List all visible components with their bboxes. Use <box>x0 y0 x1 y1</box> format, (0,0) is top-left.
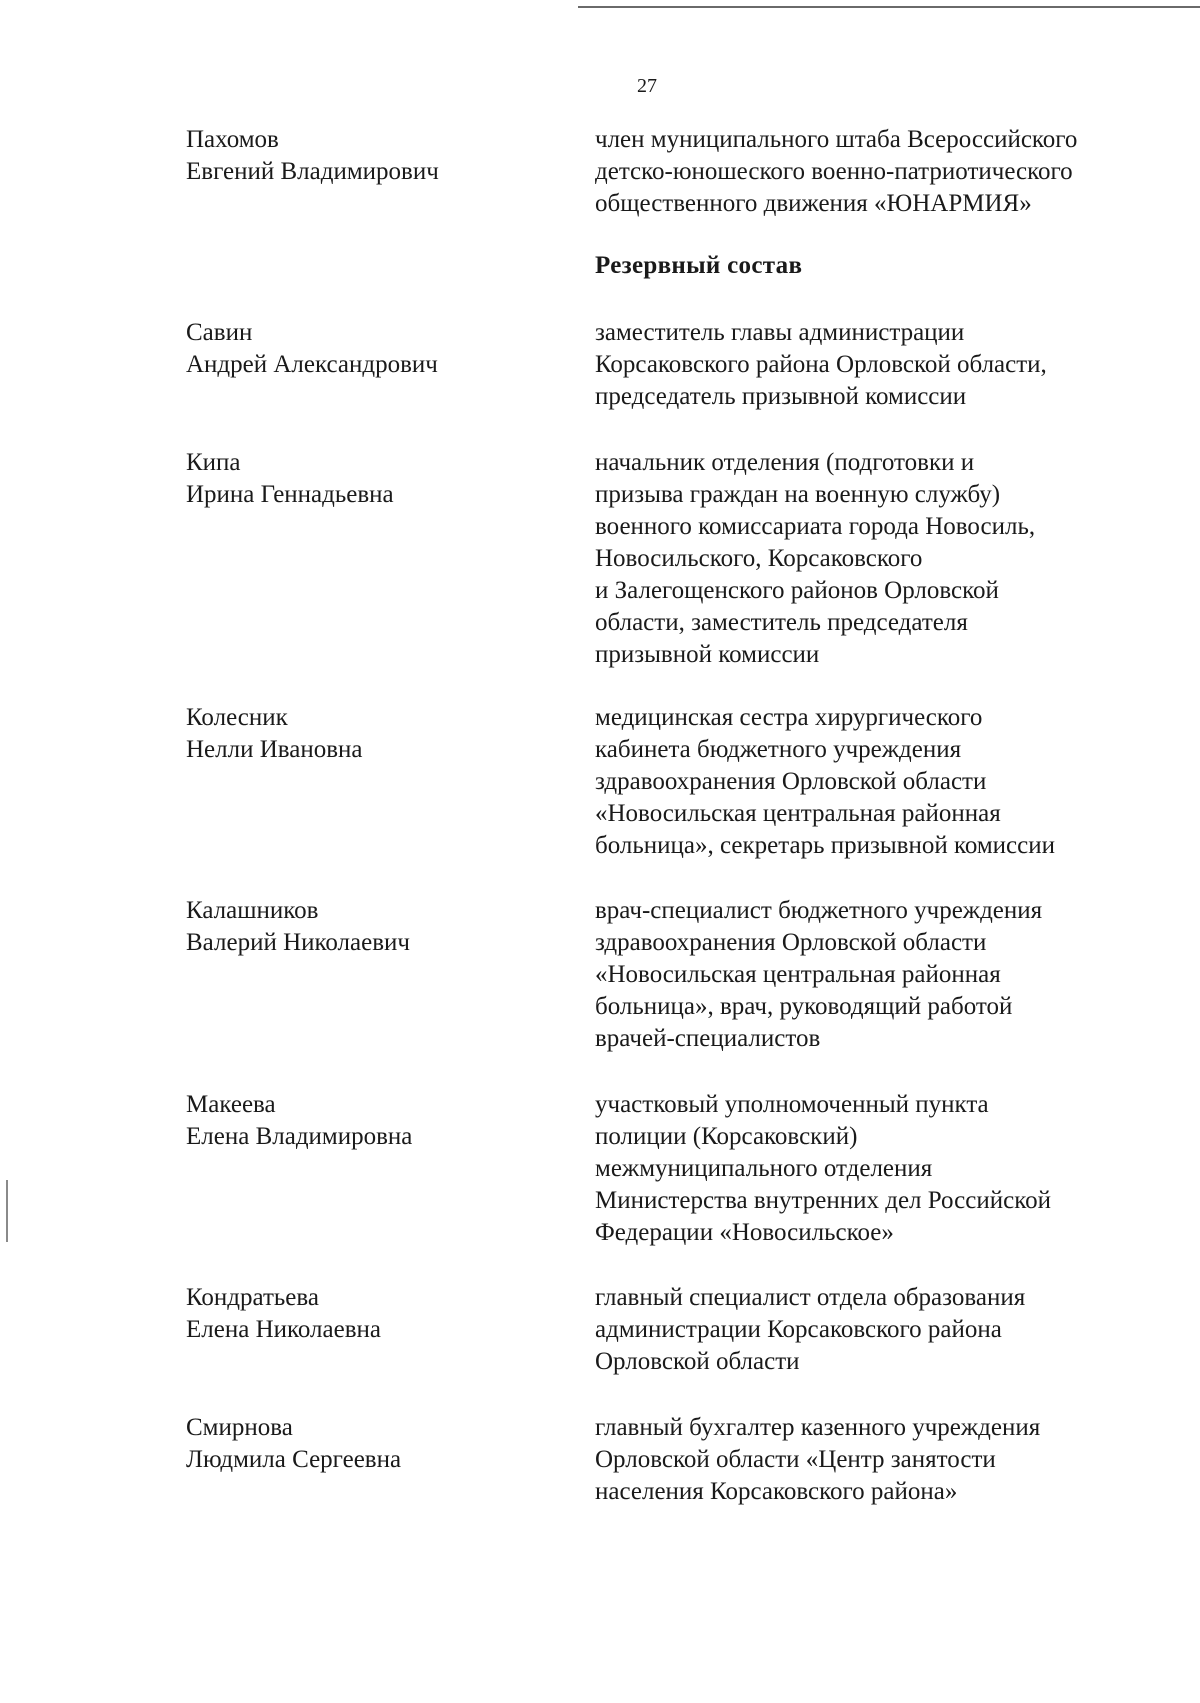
position-line: больница», секретарь призывной комиссии <box>595 832 1056 859</box>
member-surname: Колесник <box>186 704 288 731</box>
position-line: населения Корсаковского района» <box>595 1478 958 1505</box>
member-given-names: Евгений Владимирович <box>186 158 439 185</box>
position-line: Министерства внутренних дел Российской <box>595 1187 1051 1214</box>
reserve-section-heading: Резервный состав <box>595 252 803 279</box>
member-given-names: Ирина Геннадьевна <box>186 481 394 508</box>
member-given-names: Людмила Сергеевна <box>186 1446 402 1473</box>
member-position <box>595 702 1165 862</box>
position-line: председатель призывной комиссии <box>595 383 967 410</box>
member-given-names: Валерий Николаевич <box>186 929 410 956</box>
position-line: области, заместитель председателя <box>595 609 968 636</box>
page-number: 27 <box>637 75 657 97</box>
member-surname: Макеева <box>186 1091 276 1118</box>
member-position <box>595 1412 1165 1508</box>
position-line: общественного движения «ЮНАРМИЯ» <box>595 190 1032 217</box>
position-line: межмуниципального отделения <box>595 1155 933 1182</box>
position-line: призывной комиссии <box>595 641 820 668</box>
position-line: и Залегощенского районов Орловской <box>595 577 999 604</box>
position-line: администрации Корсаковского района <box>595 1316 1002 1343</box>
member-position <box>595 895 1165 1055</box>
position-line: «Новосильская центральная районная <box>595 961 1001 988</box>
position-line: здравоохранения Орловской области <box>595 929 987 956</box>
scan-edge-mark <box>6 1180 8 1242</box>
position-line: Федерации «Новосильское» <box>595 1219 894 1246</box>
position-line: Орловской области <box>595 1348 800 1375</box>
top-rule <box>578 6 1200 8</box>
member-name <box>186 124 516 188</box>
position-line: детско-юношеского военно-патриотического <box>595 158 1073 185</box>
position-line: здравоохранения Орловской области <box>595 768 987 795</box>
member-given-names: Елена Владимировна <box>186 1123 413 1150</box>
position-line: кабинета бюджетного учреждения <box>595 736 962 763</box>
member-name <box>186 1089 516 1153</box>
position-line: врачей-специалистов <box>595 1025 821 1052</box>
position-line: Новосильского, Корсаковского <box>595 545 923 572</box>
position-line: член муниципального штаба Всероссийского <box>595 126 1078 153</box>
member-surname: Калашников <box>186 897 319 924</box>
position-line: главный специалист отдела образования <box>595 1284 1026 1311</box>
member-position <box>595 447 1165 671</box>
position-line: больница», врач, руководящий работой <box>595 993 1013 1020</box>
member-name <box>186 895 516 959</box>
member-position <box>595 1282 1165 1378</box>
position-line: военного комиссариата города Новосиль, <box>595 513 1036 540</box>
member-name <box>186 1412 516 1476</box>
position-line: начальник отделения (подготовки и <box>595 449 975 476</box>
member-name <box>186 447 516 511</box>
member-name <box>186 1282 516 1346</box>
member-position <box>595 317 1165 413</box>
position-line: участковый уполномоченный пункта <box>595 1091 989 1118</box>
position-line: «Новосильская центральная районная <box>595 800 1001 827</box>
member-given-names: Нелли Ивановна <box>186 736 363 763</box>
position-line: Корсаковского района Орловской области, <box>595 351 1047 378</box>
member-surname: Смирнова <box>186 1414 293 1441</box>
member-surname: Кипа <box>186 449 241 476</box>
member-surname: Пахомов <box>186 126 279 153</box>
member-given-names: Андрей Александрович <box>186 351 438 378</box>
position-line: медицинская сестра хирургического <box>595 704 983 731</box>
member-given-names: Елена Николаевна <box>186 1316 381 1343</box>
member-name <box>186 702 516 766</box>
position-line: главный бухгалтер казенного учреждения <box>595 1414 1041 1441</box>
position-line: заместитель главы администрации <box>595 319 965 346</box>
member-name <box>186 317 516 381</box>
member-position <box>595 1089 1165 1249</box>
position-line: врач-специалист бюджетного учреждения <box>595 897 1043 924</box>
position-line: полиции (Корсаковский) <box>595 1123 858 1150</box>
position-line: Орловской области «Центр занятости <box>595 1446 996 1473</box>
position-line: призыва граждан на военную службу) <box>595 481 1001 508</box>
member-surname: Савин <box>186 319 253 346</box>
member-surname: Кондратьева <box>186 1284 319 1311</box>
member-position <box>595 124 1165 220</box>
